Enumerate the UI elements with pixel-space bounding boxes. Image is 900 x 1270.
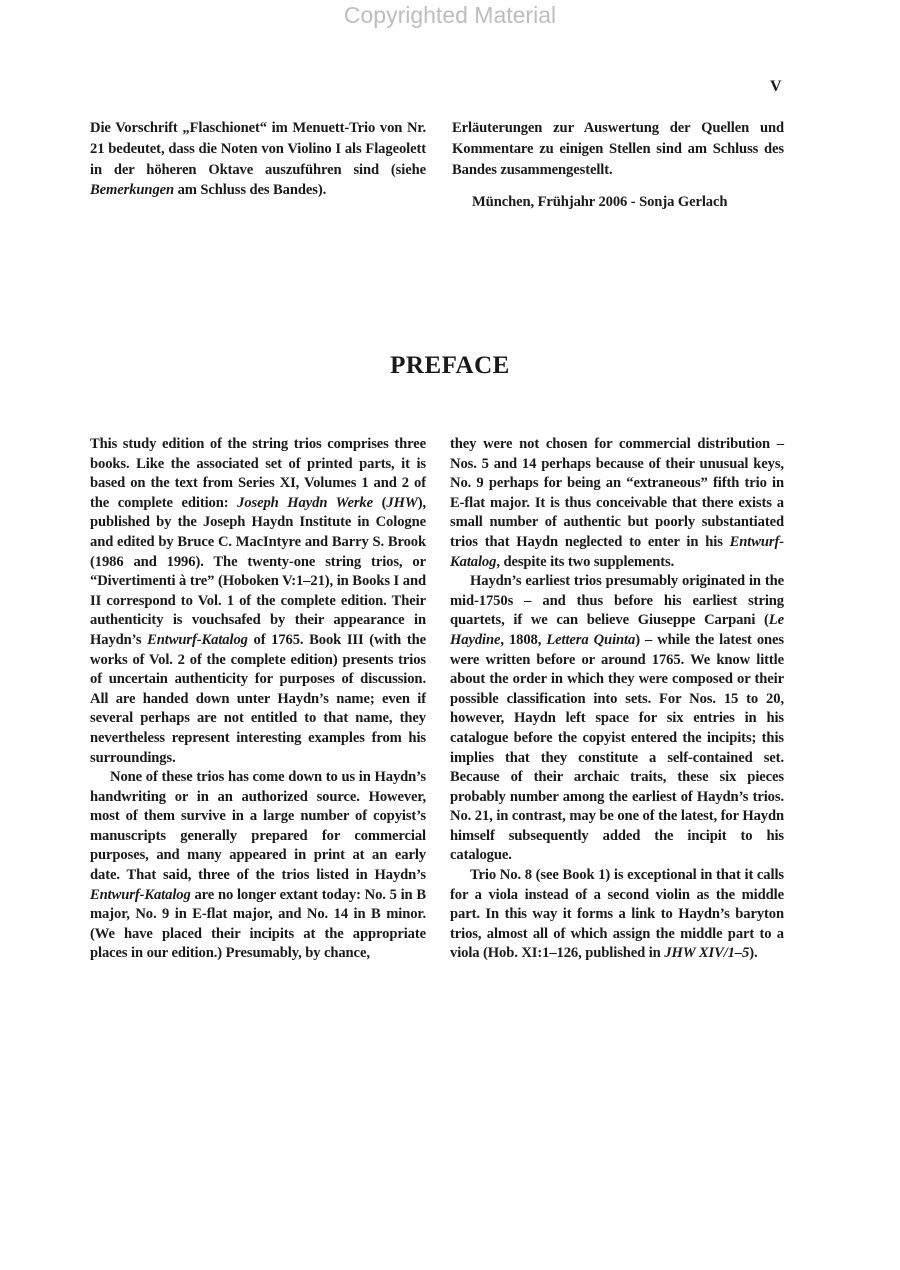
italic-text: JHW XIV/1–5 [664,945,750,962]
page-title: PREFACE [390,352,510,379]
italic-text: Joseph Haydn Werke [237,494,373,511]
preface-paragraph: None of these trios has come down to us in Haydn’s handwriting or in an authorized source. However, most of them survive in a large number of copyist’s manuscripts generally prepared for commercial purposes, and many appeared in print at an early date. That said, three of the trios listed in Haydn’s Entwurf-Katalog are no longer extant today: No. 5 in B major, No. 9 in E-flat major, and No. 14 in B minor. (We have placed their incipits at the appropriate places in our edition.) Presumably, by chance, [90,769,426,962]
italic-text: Le Haydine [450,612,784,648]
italic-text: Entwurf-Katalog [450,533,784,570]
preface-column-right [450,435,784,964]
preface-paragraph: Haydn’s earliest trios presumably originated in the mid-1750s – and thus before his earliest string quartets, if we can believe Giuseppe Carpani (Le Haydine, 1808, Lettera Quinta) – while the latest ones were written before or around 1765. We know little about the order in which they were composed or their possible classification into sets. For Nos. 15 to 20, however, Haydn left space for six entries in his catalogue before the copyist entered the incipits; this implies that they constitute a self-contained set. Because of their archaic traits, these six pieces probably number among the earliest of Haydn’s trios. No. 21, in contrast, may be one of the latest, for Haydn himself subsequently added the incipit to his catalogue. [450,573,784,864]
copyright-watermark: Copyrighted Material [343,2,557,28]
preface-paragraph: Trio No. 8 (see Book 1) is exceptional in that it calls for a viola instead of a second violin as the middle part. In this way it forms a link to Haydn’s baryton trios, almost all of which assign the middle part to a viola (Hob. XI:1–126, published in JHW XIV/1–5). [450,867,784,962]
german-paragraph-right: Erläuterungen zur Auswertung der Quellen und Kommentare zu einigen Stellen sind am Schluss des Bandes zusammengestellt. [452,120,784,178]
preface-paragraph: they were not chosen for commercial distribution – Nos. 5 and 14 perhaps because of their unusual keys, No. 9 perhaps for being an “extraneous” fifth trio in E-flat major. It is thus conceivable that there exists a small number of authentic but poorly substantiated trios that Haydn neglected to enter in his Entwurf-Katalog, despite its two supplements. [450,436,784,570]
italic-text: Entwurf-Katalog [90,886,191,903]
german-paragraph-left: Die Vorschrift „Flaschionet“ im Menuett-Trio von Nr. 21 bedeutet, dass die Noten von Violino I als Flageolett in der höheren Oktave auszuführen sind (siehe Bemerkungen am Schluss des Bandes). [90,120,426,199]
preface-column-left [90,435,426,964]
italic-text: JHW [386,494,418,511]
german-note-right [452,118,784,213]
preface-paragraph: This study edition of the string trios comprises three books. Like the associated set of printed parts, it is based on the text from Series XI, Volumes 1 and 2 of the complete edition: Joseph Haydn Werke (JHW), published by the Joseph Haydn Institute in Cologne and edited by Bruce C. MacIntyre and Barry S. Brook (1986 and 1996). The twenty-one string trios, or “Divertimenti à tre” (Hoboken V:1–21), in Books I and II correspond to Vol. 1 of the complete edition. Their authenticity is vouchsafed by their appearance in Haydn’s Entwurf-Katalog of 1765. Book III (with the works of Vol. 2 of the complete edition) presents trios of uncertain authenticity for purposes of discussion. All are handed down unter Haydn’s name; even if several perhaps are not entitled to that name, they nevertheless represent interesting examples from his surroundings. [90,436,427,766]
italic-text: Entwurf-Katalog [147,631,248,648]
italic-text: Lettera Quinta [546,631,636,648]
italic-text: Bemerkungen [90,182,175,199]
german-note-left [90,118,426,201]
german-signature: München, Frühjahr 2006 - Sonja Gerlach [472,194,728,211]
page-number: V [770,78,782,95]
